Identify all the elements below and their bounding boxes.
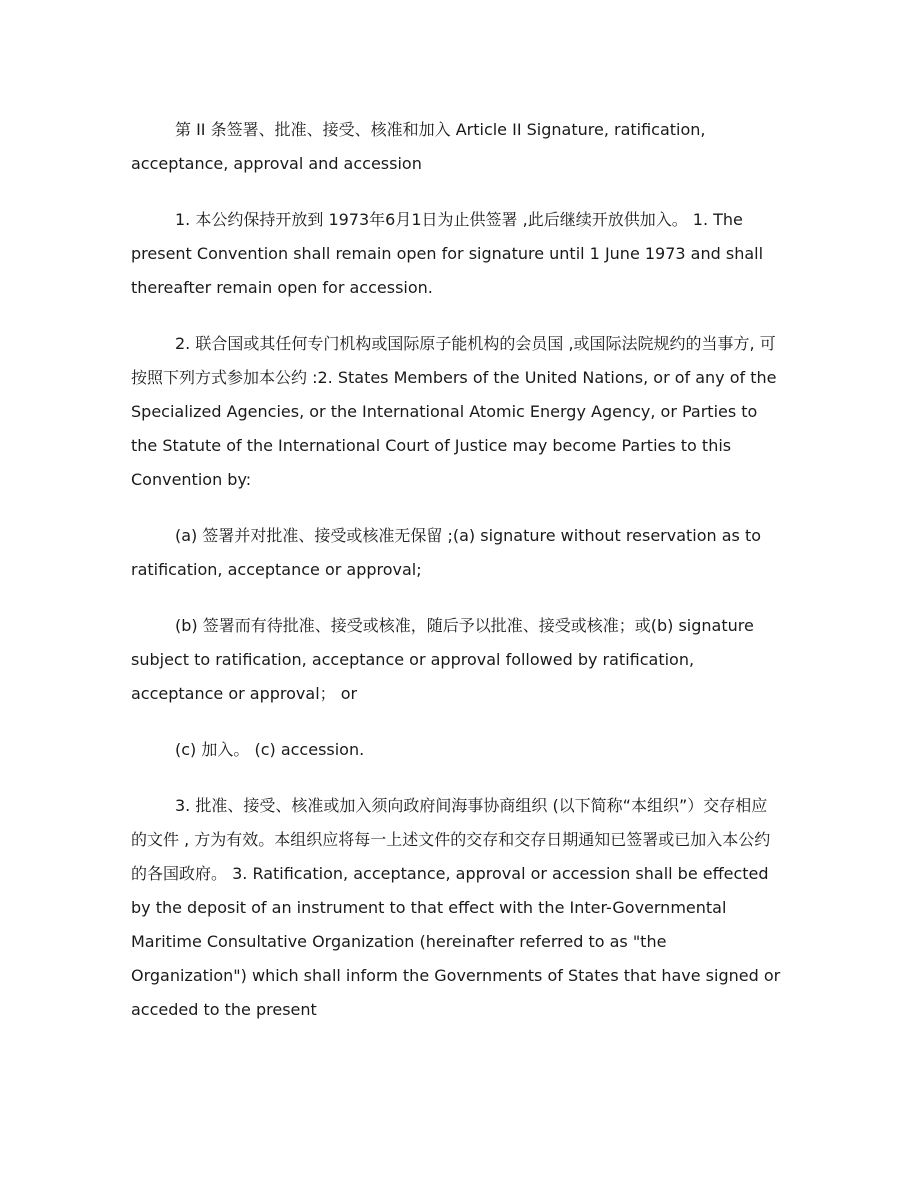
paragraph-3: 3. 批准、接受、核准或加入须向政府间海事协商组织 (以下简称“本组织”）交存相应的文件 , 方为有效。本组织应将每一上述文件的交存和交存日期通知已签署或已加入本公约的各国政府。 3. Ratification, acceptance, approval or accession shall be effected by the deposit of an instrument to that effect with the Inter-Governmental Maritime Consultative Organization (hereinafter referred to as "the Organization") which shall inform the Governments of States that have signed or acceded to the present	[131, 796, 781, 1019]
paragraph-2: 2. 联合国或其任何专门机构或国际原子能机构的会员国 ,或国际法院规约的当事方, 可按照下列方式参加本公约 :2. States Members of the United Nations, or of any of the Specialized Agencies, or the International Atomic Energy Agency, or Parties to the Statute of the International Court of Justice may become Parties to this Convention by:	[131, 334, 777, 489]
article-heading: 第 II 条签署、批准、接受、核准和加入 Article II Signature, ratification, acceptance, approval and accession	[131, 120, 706, 173]
paragraph-2b: (b) 签署而有待批准、接受或核准，随后予以批准、接受或核准；或(b) signature subject to ratification, acceptance or approval followed by ratification, acceptance or approval； or	[131, 616, 754, 703]
paragraph-2c: (c) 加入。 (c) accession.	[175, 740, 365, 759]
paragraph-2a: (a) 签署并对批准、接受或核准无保留 ;(a) signature without reservation as to ratification, acceptance or approval;	[131, 526, 762, 579]
document-body	[131, 113, 781, 1049]
paragraph-1: 1. 本公约保持开放到 1973年6月1日为止供签署 ,此后继续开放供加入。 1. The present Convention shall remain open for signature until 1 June 1973 and shall thereafter remain open for accession.	[131, 210, 764, 297]
